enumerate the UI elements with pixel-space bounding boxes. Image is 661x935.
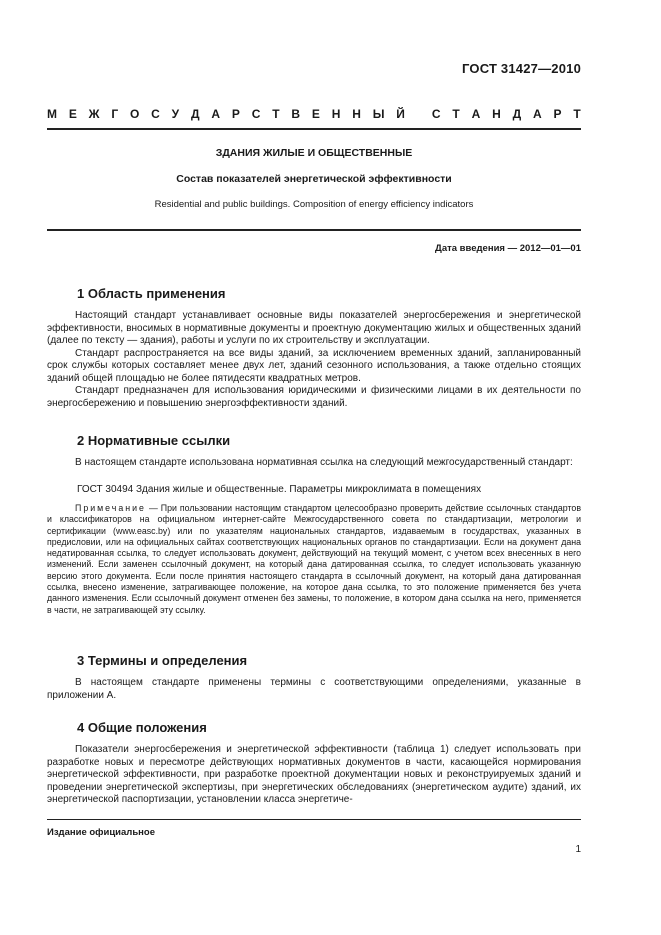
banner-letter: Т bbox=[272, 107, 280, 121]
section-1-heading: 1 Область применения bbox=[77, 286, 226, 301]
document-title-english: Residential and public buildings. Composition of energy efficiency indicators bbox=[154, 199, 474, 210]
standard-type-banner bbox=[47, 107, 581, 121]
banner-letter: С bbox=[151, 107, 160, 121]
banner-letter: Н bbox=[331, 107, 341, 121]
banner-gap bbox=[417, 107, 420, 121]
banner-letter: А bbox=[471, 107, 481, 121]
paragraph: Настоящий стандарт устанавливает основные виды показателей энергосбережения и энергетической эффективности, вносимых в нормативные документы и проектную документацию жилых и общественных зданий (далее по тексту — здания), работы и услуги по их строительству и эксплуатации. bbox=[47, 310, 581, 346]
page-number: 1 bbox=[575, 844, 581, 855]
document-code: ГОСТ 31427—2010 bbox=[462, 61, 581, 76]
paragraph: В настоящем стандарте использована нормативная ссылка на следующий межгосударственный стандарт: bbox=[75, 457, 573, 468]
section-2-body bbox=[47, 457, 581, 470]
section-3-body bbox=[47, 677, 581, 702]
edition-label: Издание официальное bbox=[47, 827, 155, 838]
footer-divider bbox=[47, 819, 581, 820]
top-divider bbox=[47, 128, 581, 130]
section-3-heading: 3 Термины и определения bbox=[77, 653, 248, 668]
banner-letter: Т bbox=[452, 107, 460, 121]
banner-letter: Г bbox=[111, 107, 119, 121]
banner-letter: Е bbox=[311, 107, 320, 121]
banner-letter: С bbox=[251, 107, 261, 121]
banner-letter: Н bbox=[492, 107, 501, 121]
paragraph: В настоящем стандарте применены термины с соответствующими определениями, указанные в приложении А. bbox=[47, 677, 581, 701]
section-1-body bbox=[47, 310, 581, 410]
section-4-heading: 4 Общие положения bbox=[77, 720, 207, 735]
banner-letter: Р bbox=[553, 107, 562, 121]
paragraph: Стандарт предназначен для использования юридическими и физическими лицами в их деятельности по энергосбережению и повышению энергоэффективности зданий. bbox=[47, 385, 581, 409]
banner-letter: В bbox=[291, 107, 301, 121]
banner-letter: О bbox=[130, 107, 140, 121]
banner-letter: Е bbox=[68, 107, 77, 121]
note-label: Примечание bbox=[75, 503, 146, 513]
banner-letter: Д bbox=[190, 107, 200, 121]
banner-letter: Д bbox=[512, 107, 522, 121]
banner-letter: Т bbox=[573, 107, 581, 121]
normative-reference: ГОСТ 30494 Здания жилые и общественные. Параметры микроклимата в помещениях bbox=[77, 484, 482, 495]
banner-letter: А bbox=[211, 107, 221, 121]
section-4-body bbox=[47, 744, 581, 807]
banner-letter: Н bbox=[352, 107, 361, 121]
document-subtitle: Состав показателей энергетической эффективности bbox=[176, 173, 452, 185]
banner-letter: Р bbox=[231, 107, 240, 121]
banner-letter: А bbox=[532, 107, 542, 121]
section-2-heading: 2 Нормативные ссылки bbox=[77, 433, 231, 448]
introduction-date: Дата введения — 2012—01—01 bbox=[435, 243, 581, 254]
note bbox=[47, 503, 581, 616]
banner-letter: М bbox=[47, 107, 57, 121]
title-divider bbox=[47, 229, 581, 231]
paragraph: Показатели энергосбережения и энергетической эффективности (таблица 1) следует использовать при разработке новых и пересмотре действующих нормативных документов в части, касающейся нормирования энергетической эффективности, при разработке проектной документации новых и реконструируемых зданий и проведении энергетической экспертизы, при энергетических обследованиях (энергетическом аудите) зданий, их энергетической паспортизации, установлении класса энергетиче- bbox=[47, 744, 581, 805]
banner-letter: Ж bbox=[88, 107, 100, 121]
note-text: — При пользовании настоящим стандартом целесообразно проверить действие ссылочных стандартов и классификаторов на официальном интернет-сайте Межгосударственного совета по стандартизации, метрологии и сертификации (www.easc.by) или по указателям национальных стандартов, издаваемым в государствах, указанных в предисловии, или на официальных сайтах соответствующих национальных органов по стандартизации. Если на документ дана недатированная ссылка, то следует использовать документ, действующий на текущий момент, с учетом всех внесенных в него изменений. Если заменен ссылочный документ, на который дана датированная ссылка, то следует использовать указанную версию этого документа. Если после принятия настоящего стандарта в ссылочный документ, на который дана датированная ссылка, внесено изменение, затрагивающее положение, на которое дана ссылка, то это положение применяется без учета данного изменения. Если ссылочный документ отменен без замены, то положение, в котором дана ссылка на него, применяется в части, не затрагивающей эту ссылку. bbox=[47, 503, 581, 615]
banner-letter: Ы bbox=[372, 107, 385, 121]
banner-letter: С bbox=[431, 107, 441, 121]
banner-letter: У bbox=[171, 107, 180, 121]
paragraph: Стандарт распространяется на все виды зданий, за исключением временных зданий, запланированный срок службы которых составляет менее двух лет, зданий сезонного использования, а также отдельно стоящих зданий общей площадью не более пятидесяти квадратных метров. bbox=[47, 347, 581, 384]
banner-letter: Й bbox=[396, 107, 405, 121]
document-title: ЗДАНИЯ ЖИЛЫЕ И ОБЩЕСТВЕННЫЕ bbox=[215, 147, 413, 159]
